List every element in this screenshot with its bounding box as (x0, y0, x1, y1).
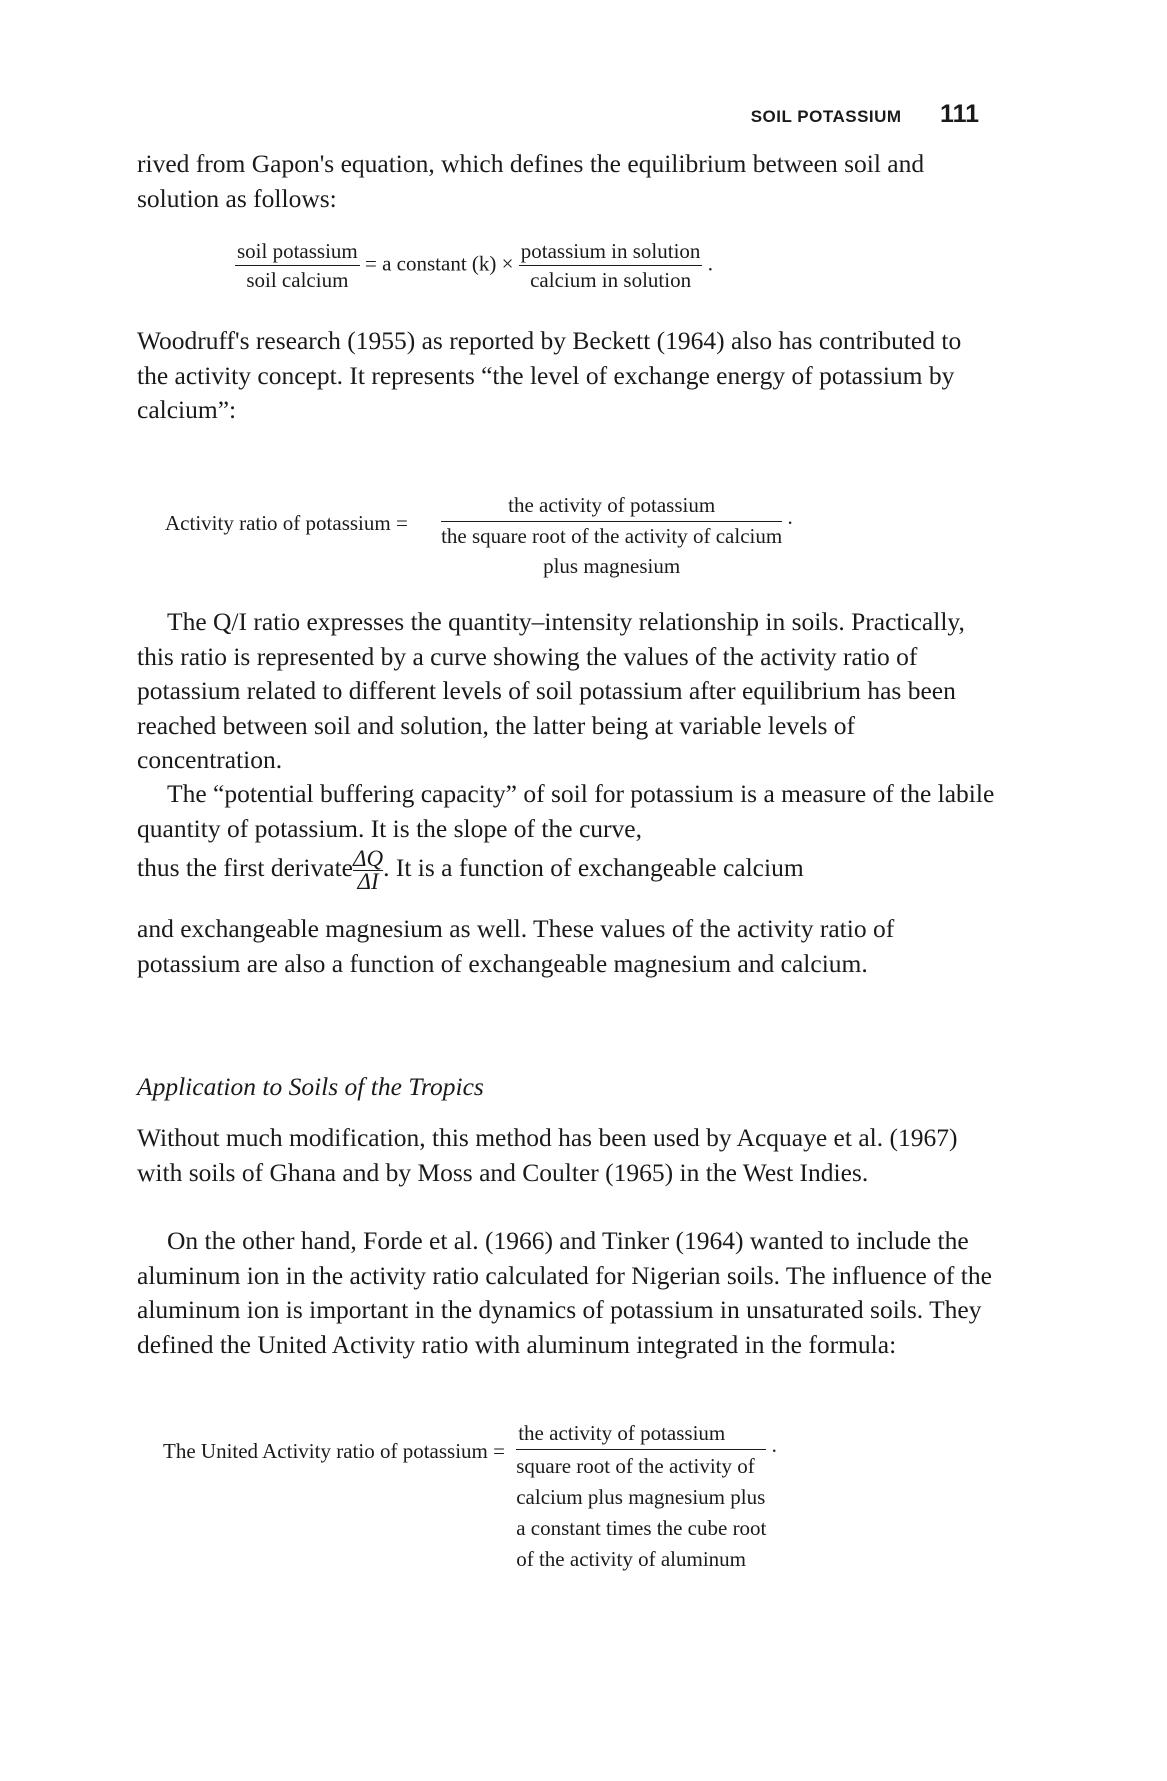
fraction-activity (441, 492, 782, 579)
fraction-united (516, 1420, 766, 1575)
fraction-denominator-line2: plus magnesium (543, 554, 681, 578)
equation-lhs: The United Activity ratio of potassium = (163, 1439, 505, 1463)
fraction-numerator: the activity of potassium (441, 492, 782, 522)
fraction-soil (235, 238, 360, 293)
derivative-fraction (352, 845, 384, 894)
fraction-denominator (516, 1450, 766, 1575)
paragraph-buffering: The “potential buffering capacity” of soil for potassium is a measure of the labile quantity of potassium. It is the slope of the curve, (137, 779, 995, 843)
denominator-line: of the activity of aluminum (516, 1547, 746, 1571)
paragraph-qi-ratio: The Q/I ratio expresses the quantity–intensity relationship in soils. Practically, this ratio is represented by a curve showing the values of the activity ratio of potassium related to different levels of soil potassium after equilibrium has been reached between soil and solution, the latter being at variable levels of concentration. (137, 607, 965, 774)
equation-end: . (771, 1433, 777, 1457)
equation-activity-ratio (165, 492, 793, 579)
derivative-text-start: thus the first derivate (137, 853, 353, 882)
equation-lhs: Activity ratio of potassium = (165, 511, 408, 535)
running-head-title: SOIL POTASSIUM (750, 107, 902, 126)
fraction-denominator: the square root of the activity of calcium (441, 524, 783, 548)
fraction-denominator: calcium in solution (530, 268, 692, 292)
fraction-numerator: potassium in solution (519, 238, 703, 266)
paragraph-gapon: rived from Gapon's equation, which defines the equilibrium between soil and solution as follows: (137, 149, 925, 213)
denominator-line: square root of the activity of (516, 1454, 755, 1478)
equation-gapon (235, 238, 713, 293)
paragraph-derivative-line (137, 846, 997, 893)
fraction-numerator: ΔQ (352, 845, 384, 871)
derivative-text-end: . It is a function of exchangeable calcium (383, 853, 804, 882)
paragraph-aluminum: On the other hand, Forde et al. (1966) and Tinker (1964) wanted to include the aluminum ion in the activity ratio calculated for Nigerian soils. The influence of the aluminum ion is important in the dynamics of potassium in unsaturated soils. They defined the United Activity ratio with aluminum integrated in the formula: (137, 1226, 992, 1359)
denominator-line: calcium plus magnesium plus (516, 1485, 766, 1509)
fraction-denominator: ΔI (357, 868, 379, 894)
equation-end: . (707, 251, 713, 276)
equation-united-activity (163, 1420, 777, 1575)
denominator-line: a constant times the cube root (516, 1516, 767, 1540)
fraction-denominator: soil calcium (246, 268, 349, 292)
paragraph-application: Without much modification, this method has been used by Acquaye et al. (1967) with soils of Ghana and by Moss and Coulter (1965) in the West Indies. (137, 1123, 958, 1187)
equation-middle: = a constant (k) × (365, 251, 514, 276)
fraction-numerator: soil potassium (235, 238, 360, 266)
fraction-numerator: the activity of potassium (516, 1420, 766, 1450)
paragraph-woodruff: Woodruff's research (1955) as reported by Beckett (1964) also has contributed to the activity concept. It represents “the level of exchange energy of potassium by calcium”: (137, 326, 962, 424)
page-number: 111 (940, 100, 979, 128)
running-head (751, 100, 979, 129)
fraction-solution (519, 238, 703, 293)
equation-end: . (787, 505, 793, 529)
section-heading: Application to Soils of the Tropics (137, 1072, 484, 1101)
paragraph-exchangeable: and exchangeable magnesium as well. These values of the activity ratio of potassium are also a function of exchangeable magnesium and calcium. (137, 914, 895, 978)
